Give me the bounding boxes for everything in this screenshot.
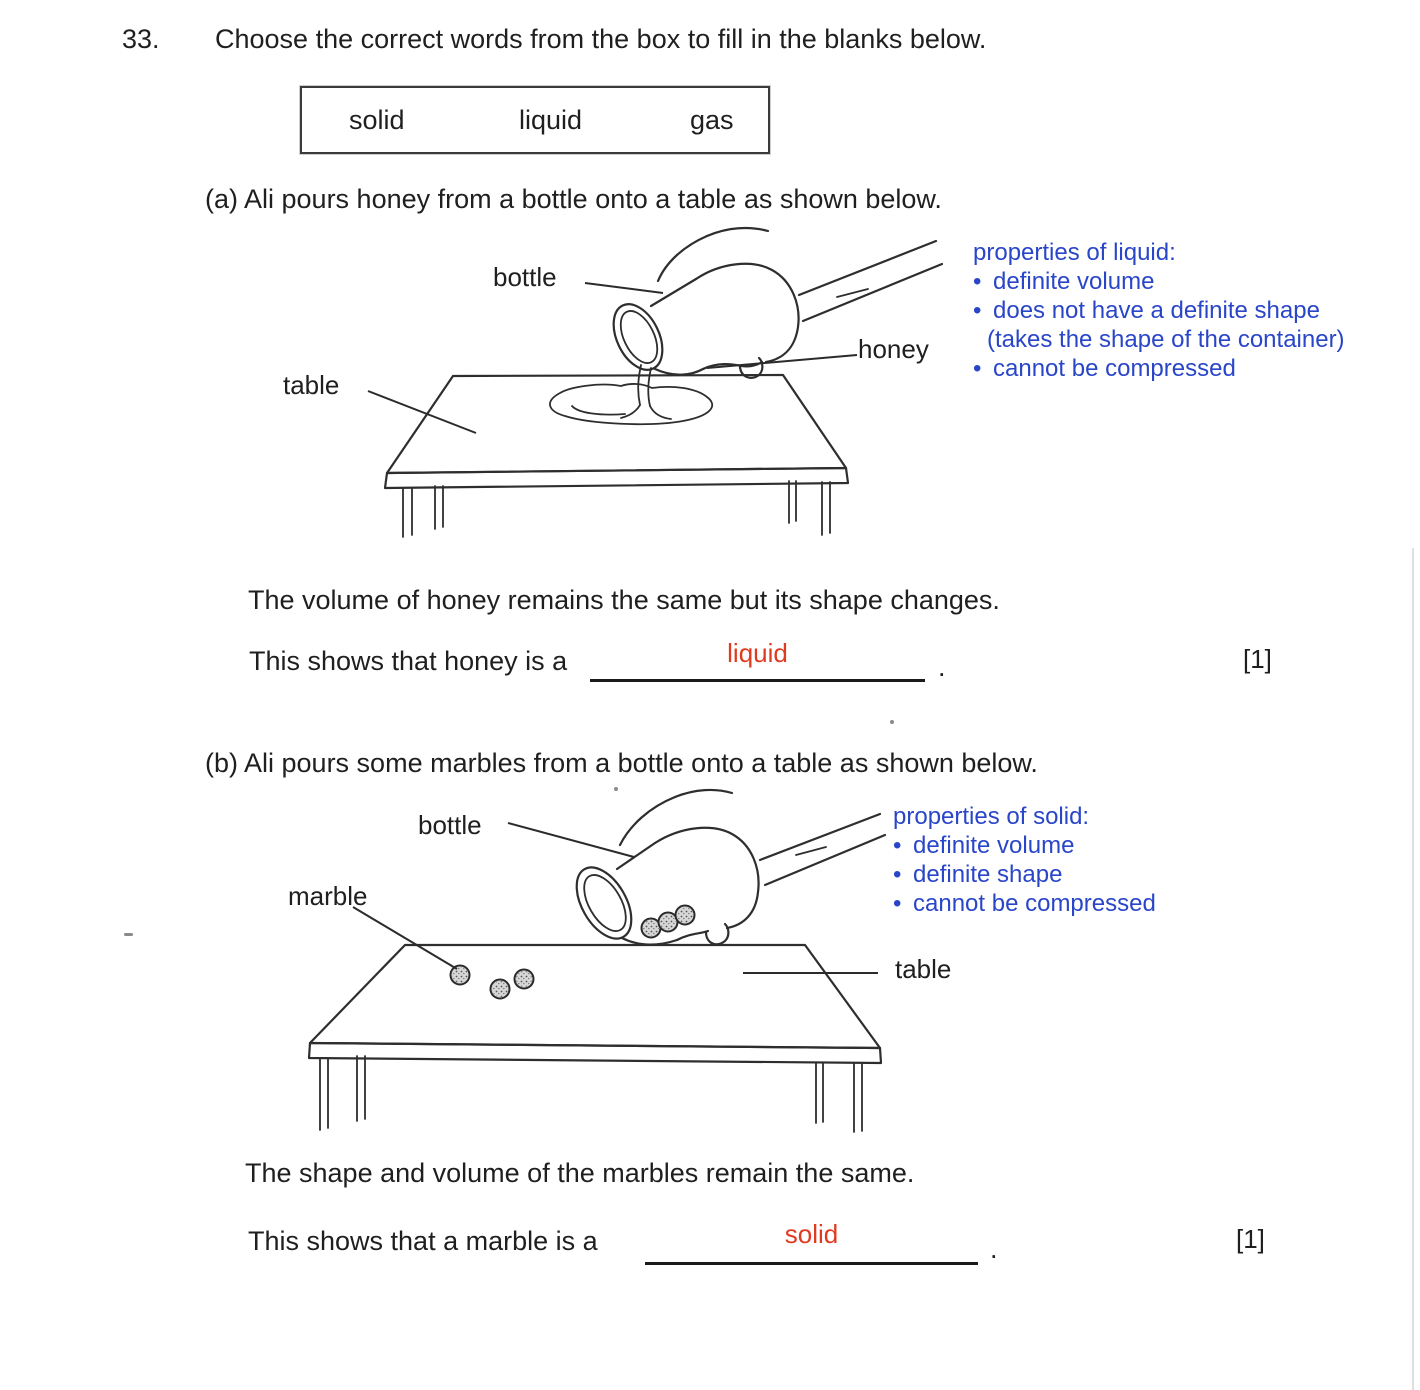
property-bullet: • definite volume <box>893 832 1075 859</box>
part-a-heading: (a) Ali pours honey from a bottle onto a table as shown below. <box>205 184 942 214</box>
word-box <box>300 86 770 154</box>
word-option-solid: solid <box>349 105 405 135</box>
marbles-at-bottle-mouth <box>642 906 695 938</box>
part-b-marks: [1] <box>1236 1224 1265 1254</box>
honey-puddle-sketch <box>550 384 712 424</box>
part-b-heading: (b) Ali pours some marbles from a bottle onto a table as shown below. <box>205 748 1038 778</box>
bullet-icon: • <box>893 861 902 888</box>
part-a-marks: [1] <box>1243 644 1272 674</box>
answer-b-handwritten: solid <box>784 1219 839 1249</box>
word-option-gas: gas <box>690 105 734 135</box>
question-number: 33. <box>122 24 160 54</box>
answer-a-handwritten: liquid <box>727 638 788 668</box>
properties-title: properties of liquid: <box>973 239 1176 266</box>
marble-pouring-diagram <box>260 785 940 1135</box>
bullet-icon: • <box>973 355 982 382</box>
property-bullet-continuation: (takes the shape of the container) <box>987 326 1345 353</box>
diagram-a-label-table: table <box>283 370 340 400</box>
properties-of-liquid-note <box>973 238 1345 383</box>
scan-speck <box>614 787 618 791</box>
part-b-statement: The shape and volume of the marbles remain the same. <box>245 1158 915 1188</box>
bottle-sketch <box>604 279 703 378</box>
sentence-period: . <box>990 1234 998 1264</box>
diagram-b-label-marble: marble <box>288 881 368 911</box>
part-a-answer-sentence: This shows that honey is a <box>249 646 568 676</box>
marbles-on-table <box>451 966 534 999</box>
diagram-a-label-honey: honey <box>858 334 929 364</box>
honey-pouring-diagram <box>260 215 960 550</box>
bullet-icon: • <box>973 297 982 324</box>
diagram-a-label-bottle: bottle <box>493 262 557 292</box>
bullet-icon: • <box>893 832 902 859</box>
properties-title: properties of solid: <box>893 803 1090 830</box>
diagram-b-label-table: table <box>895 954 952 984</box>
bullet-icon: • <box>893 890 902 917</box>
part-b-answer-sentence: This shows that a marble is a <box>248 1226 598 1256</box>
property-bullet: • does not have a definite shape <box>973 297 1320 324</box>
part-a-statement: The volume of honey remains the same but its shape changes. <box>248 585 1000 615</box>
property-bullet: • definite volume <box>973 268 1155 295</box>
scan-speck <box>124 933 133 936</box>
bullet-icon: • <box>973 268 982 295</box>
scanner-edge-line <box>1412 548 1414 1390</box>
table-sketch <box>385 375 848 537</box>
property-bullet: • definite shape <box>893 861 1063 888</box>
diagram-b-label-bottle: bottle <box>418 810 482 840</box>
word-option-liquid: liquid <box>519 105 583 135</box>
scan-speck <box>890 720 894 724</box>
property-bullet: • cannot be compressed <box>973 355 1236 382</box>
properties-of-solid-note <box>893 802 1156 918</box>
property-bullet: • cannot be compressed <box>893 890 1156 917</box>
question-text: Choose the correct words from the box to fill in the blanks below. <box>215 24 987 54</box>
label-leader-lines <box>368 283 857 433</box>
sentence-period: . <box>938 652 946 682</box>
